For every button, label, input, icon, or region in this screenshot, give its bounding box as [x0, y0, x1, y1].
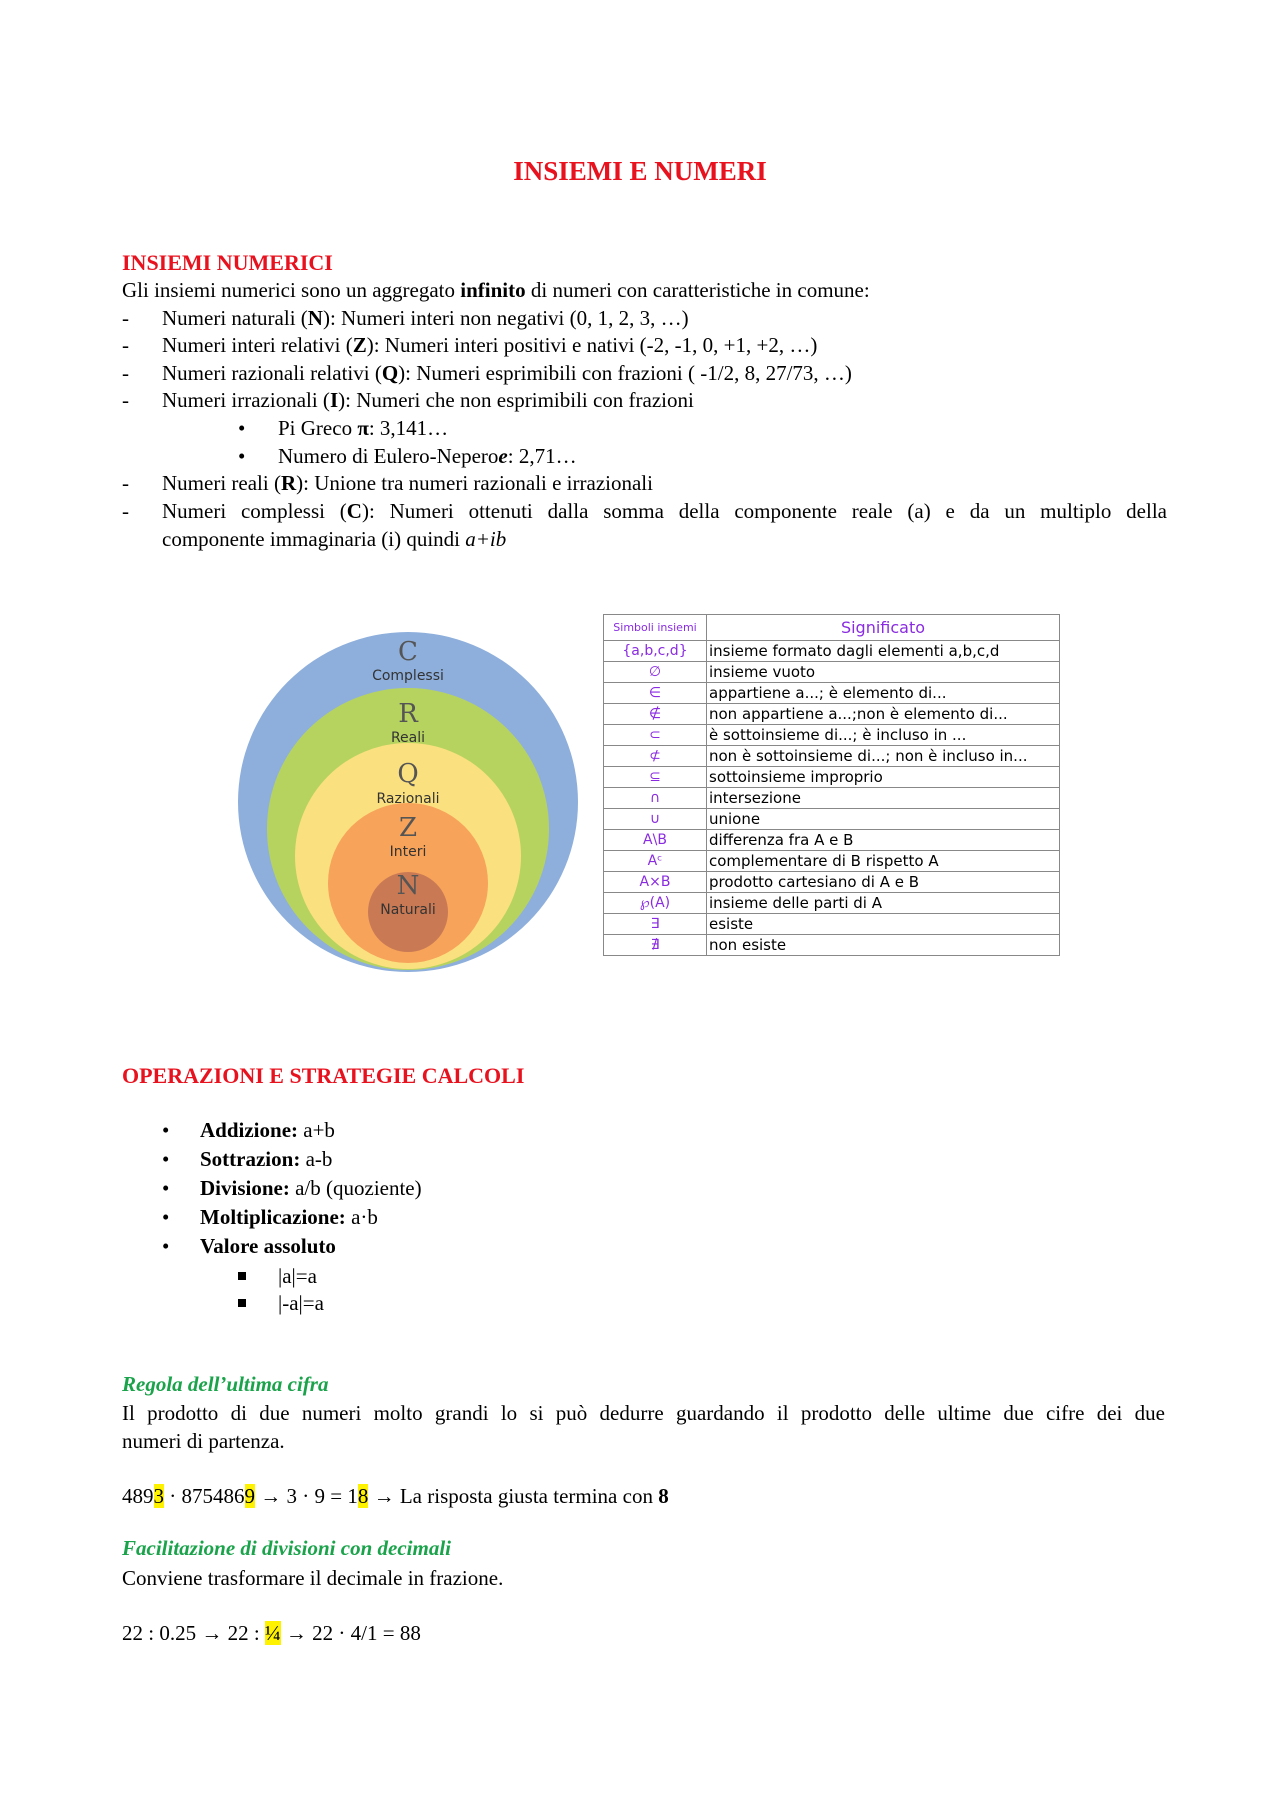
dash-marker: -: [122, 499, 129, 523]
symbol-cell: Aᶜ: [604, 851, 707, 872]
table-row: [604, 914, 1060, 935]
operation-value: a-b: [300, 1147, 333, 1171]
set-letter-c: C: [398, 637, 418, 667]
section-heading-insiemi: INSIEMI NUMERICI: [122, 250, 333, 275]
table-row: [604, 704, 1060, 725]
example-part: 489: [122, 1484, 154, 1508]
list-item-text: [162, 359, 1167, 387]
complex-text-a: Numeri complessi (: [162, 499, 347, 523]
example-part: → La risposta giusta termina con: [368, 1484, 659, 1508]
intro-text-a: Gli insiemi numerici sono un aggregato: [122, 278, 461, 302]
table-row: [604, 767, 1060, 788]
number-sets-diagram: [236, 630, 581, 975]
list-item-text: [162, 304, 1167, 332]
complex-text-c: componente immaginaria (i) quindi: [162, 527, 466, 551]
meaning-cell: prodotto cartesiano di A e B: [707, 872, 1060, 893]
rule2-example: [122, 1619, 421, 1647]
meaning-cell: sottoinsieme improprio: [707, 767, 1060, 788]
intro-bold: infinito: [460, 278, 526, 302]
rule2-text: Conviene trasformare il decimale in frazione.: [122, 1566, 504, 1590]
list-item-text: [162, 386, 1167, 414]
table-header-row: [604, 615, 1060, 641]
symbol-cell: ⊂: [604, 725, 707, 746]
dash-marker: -: [122, 306, 129, 330]
set-symbol: Z: [352, 333, 367, 357]
table-header-meaning: Significato: [707, 615, 1060, 641]
set-symbol: N: [307, 306, 323, 330]
item-text-b: ): Unione tra numeri razionali e irrazionali: [296, 471, 653, 495]
sub-item-text-b: : 3,141…: [368, 416, 449, 440]
symbol-cell: ℘(A): [604, 893, 707, 914]
example-part: → 22 · 4/1 = 88: [280, 1621, 421, 1645]
operation-text: [200, 1232, 336, 1260]
operation-value: a·b: [345, 1205, 378, 1229]
item-text-b: ): Numeri esprimibili con frazioni ( -1/2, 8, 27/73, …): [398, 361, 852, 385]
bullet-marker: •: [162, 1118, 170, 1142]
rule-heading-ultima-cifra: Regola dell’ultima cifra: [122, 1372, 329, 1396]
table-row: [604, 935, 1060, 956]
complex-line-2: [162, 525, 1167, 553]
sub-item-text: [278, 414, 448, 442]
meaning-cell: appartiene a...; è elemento di...: [707, 683, 1060, 704]
item-text-a: Numeri razionali relativi (: [162, 361, 382, 385]
table-row: [604, 809, 1060, 830]
example-part: 22 : 0.25 → 22 :: [122, 1621, 265, 1645]
rule1-text-line1: Il prodotto di due numeri molto grandi lo si può dedurre guardando il prodotto delle ultime due cifre dei due: [122, 1401, 1165, 1425]
symbol-cell: ⊄: [604, 746, 707, 767]
highlighted-digit: 3: [153, 1484, 164, 1508]
symbol-cell: A\B: [604, 830, 707, 851]
symbol-cell: ∪: [604, 809, 707, 830]
table-row: [604, 641, 1060, 662]
symbol-cell: ∃: [604, 914, 707, 935]
bullet-marker: •: [238, 444, 246, 468]
sub-item-text: [278, 442, 577, 470]
table-row: [604, 788, 1060, 809]
set-symbol: C: [346, 499, 362, 523]
sub-item-text-a: Numero di Eulero-Nepero: [278, 444, 499, 468]
intro-text: [122, 276, 870, 304]
e-symbol: e: [498, 444, 508, 468]
example-part: · 875486: [164, 1484, 245, 1508]
table-body: [604, 641, 1060, 956]
table-row: [604, 851, 1060, 872]
complex-text-b: ): Numeri ottenuti dalla somma della componente reale (a) e da un multiplo della: [361, 499, 1167, 523]
bullet-marker: •: [162, 1176, 170, 1200]
square-bullet-icon: [238, 1272, 246, 1280]
pi-symbol: π: [357, 416, 369, 440]
set-label-c: Complessi: [372, 668, 444, 684]
list-item-text: [162, 469, 1167, 497]
operation-label: Addizione:: [200, 1118, 299, 1142]
table-row: [604, 683, 1060, 704]
table-row: [604, 893, 1060, 914]
table-row: [604, 830, 1060, 851]
dash-marker: -: [122, 361, 129, 385]
set-symbol: I: [329, 388, 339, 412]
meaning-cell: differenza fra A e B: [707, 830, 1060, 851]
operation-label: Sottrazion:: [200, 1147, 301, 1171]
symbol-cell: ∄: [604, 935, 707, 956]
intro-text-b: di numeri con caratteristiche in comune:: [525, 278, 870, 302]
dash-marker: -: [122, 388, 129, 412]
rule-heading-divisioni: Facilitazione di divisioni con decimali: [122, 1536, 451, 1560]
symbol-cell: ∅: [604, 662, 707, 683]
item-text-a: Numeri interi relativi (: [162, 333, 353, 357]
dash-marker: -: [122, 333, 129, 357]
meaning-cell: intersezione: [707, 788, 1060, 809]
page-title: INSIEMI E NUMERI: [513, 156, 767, 186]
section-heading-operazioni: OPERAZIONI E STRATEGIE CALCOLI: [122, 1063, 525, 1088]
set-symbol: Q: [381, 361, 399, 385]
meaning-cell: è sottoinsieme di...; è incluso in ...: [707, 725, 1060, 746]
complex-formula: a+ib: [465, 527, 507, 551]
symbol-cell: ∩: [604, 788, 707, 809]
table-row: [604, 662, 1060, 683]
item-text-a: Numeri reali (: [162, 471, 281, 495]
bullet-marker: •: [162, 1205, 170, 1229]
rule1-text-line2: numeri di partenza.: [122, 1429, 285, 1453]
item-text-b: ): Numeri interi non negativi (0, 1, 2, 3, …): [322, 306, 689, 330]
table-header-symbols: Simboli insiemi: [604, 615, 707, 641]
meaning-cell: esiste: [707, 914, 1060, 935]
square-bullet-icon: [238, 1299, 246, 1307]
symbol-cell: A×B: [604, 872, 707, 893]
abs-text: |-a|=a: [278, 1291, 324, 1315]
abs-text: |a|=a: [278, 1264, 317, 1288]
bullet-marker: •: [162, 1147, 170, 1171]
set-letter-z: Z: [398, 813, 418, 843]
bullet-marker: •: [238, 416, 246, 440]
operation-text: [200, 1116, 335, 1144]
highlighted-fraction: ¼: [264, 1621, 281, 1645]
operation-text: [200, 1203, 378, 1231]
dash-marker: -: [122, 471, 129, 495]
symbol-cell: ∈: [604, 683, 707, 704]
meaning-cell: non è sottoinsieme di...; non è incluso in...: [707, 746, 1060, 767]
table-row: [604, 725, 1060, 746]
bullet-marker: •: [162, 1234, 170, 1258]
example-part: → 3 · 9 = 1: [255, 1484, 358, 1508]
set-symbol: R: [280, 471, 297, 495]
operation-label: Valore assoluto: [200, 1234, 336, 1258]
meaning-cell: non appartiene a...;non è elemento di...: [707, 704, 1060, 725]
highlighted-digit: 9: [244, 1484, 255, 1508]
complex-line-1: [162, 497, 1167, 525]
symbols-table: [603, 614, 1060, 956]
rule1-example: [122, 1482, 669, 1510]
set-letter-n: N: [396, 871, 420, 901]
symbol-cell: ⊆: [604, 767, 707, 788]
set-label-r: Reali: [390, 730, 426, 746]
operation-text: [200, 1145, 332, 1173]
set-label-n: Naturali: [380, 902, 436, 918]
operation-value: a/b (quoziente): [289, 1176, 422, 1200]
meaning-cell: insieme formato dagli elementi a,b,c,d: [707, 641, 1060, 662]
item-text-a: Numeri naturali (: [162, 306, 308, 330]
meaning-cell: insieme delle parti di A: [707, 893, 1060, 914]
operation-text: [200, 1174, 422, 1202]
table-row: [604, 746, 1060, 767]
meaning-cell: insieme vuoto: [707, 662, 1060, 683]
set-label-q: Razionali: [376, 791, 440, 807]
set-letter-q: Q: [397, 759, 419, 789]
list-item-text: [162, 331, 1167, 359]
highlighted-digit: 8: [357, 1484, 369, 1508]
operation-value: a+b: [298, 1118, 335, 1142]
item-text-b: ): Numeri che non esprimibili con frazioni: [338, 388, 694, 412]
symbol-cell: ∉: [604, 704, 707, 725]
sub-item-text-a: Pi Greco: [278, 416, 358, 440]
symbol-cell: {a,b,c,d}: [604, 641, 707, 662]
example-answer: 8: [658, 1484, 669, 1508]
meaning-cell: non esiste: [707, 935, 1060, 956]
operation-label: Divisione:: [200, 1176, 290, 1200]
meaning-cell: complementare di B rispetto A: [707, 851, 1060, 872]
sub-item-text-b: : 2,71…: [507, 444, 577, 468]
set-letter-r: R: [398, 699, 418, 729]
operation-label: Moltiplicazione:: [200, 1205, 346, 1229]
table-row: [604, 872, 1060, 893]
set-label-z: Interi: [389, 844, 427, 860]
item-text-a: Numeri irrazionali (: [162, 388, 330, 412]
item-text-b: ): Numeri interi positivi e nativi (-2, -1, 0, +1, +2, …): [366, 333, 818, 357]
meaning-cell: unione: [707, 809, 1060, 830]
